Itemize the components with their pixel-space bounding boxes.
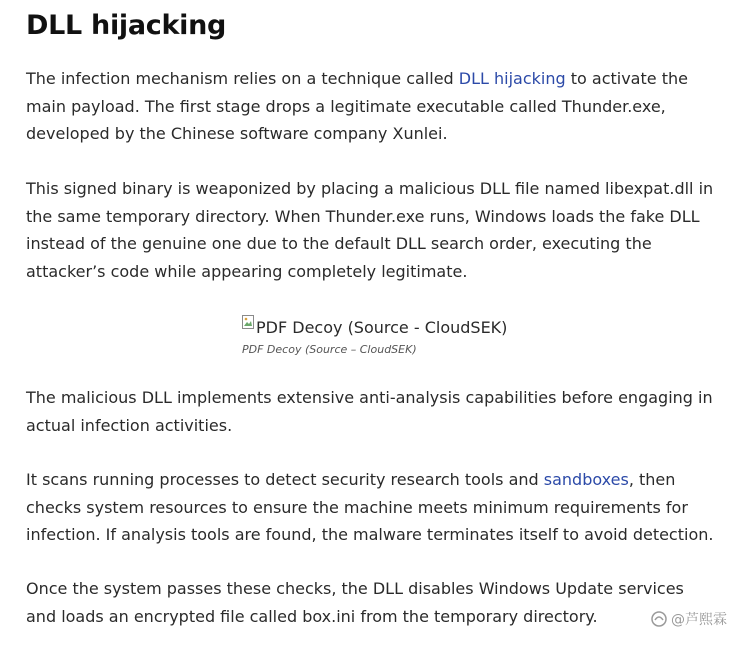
p1-text-after: to activate the main payload. The first stage drops a legitimate executable called Thunder.exe, developed by the Chinese software company Xunlei. [26,69,688,143]
p4-text-before: It scans running processes to detect security research tools and [26,470,544,489]
toutiao-logo-icon [651,611,667,627]
p1-text-before: The infection mechanism relies on a technique called [26,69,459,88]
watermark-text: @芦熙霖 [671,612,727,628]
pdf-decoy-image [242,314,602,340]
figure-pdf-decoy [242,314,602,356]
watermark [651,609,727,629]
paragraph-windows-update: Once the system passes these checks, the DLL disables Windows Update services and loads an encrypted file called box.ini from the temporary directory. [26,579,684,626]
image-alt-text: PDF Decoy (Source - CloudSEK) [256,317,508,337]
paragraph-infection-mechanism [26,65,716,148]
figure-caption: PDF Decoy (Source – CloudSEK) [242,343,417,356]
paragraph-process-scan [26,466,716,549]
paragraph-anti-analysis: The malicious DLL implements extensive anti-analysis capabilities before engaging in actual infection activities. [26,388,713,435]
paragraph-signed-binary: This signed binary is weaponized by placing a malicious DLL file named libexpat.dll in the same temporary directory. When Thunder.exe runs, Windows loads the fake DLL instead of the genuine one due to the default DLL search order, executing the attacker’s code while appearing completely legitimate. [26,179,714,281]
broken-image-icon [242,315,254,331]
sandboxes-link[interactable]: sandboxes [543,470,629,489]
p4-text-after: , then checks system resources to ensure the machine meets minimum requirements for infection. If analysis tools are found, the malware terminates itself to avoid detection. [26,470,714,544]
section-heading: DLL hijacking [26,10,227,41]
dll-hijacking-link[interactable]: DLL hijacking [458,69,566,88]
